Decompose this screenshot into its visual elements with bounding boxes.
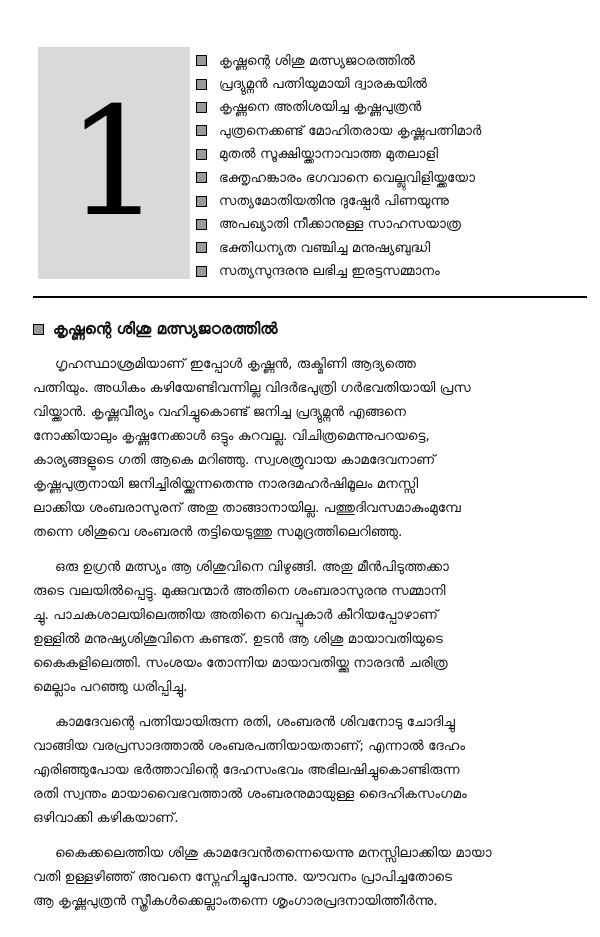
contents-item <box>196 49 586 72</box>
contents-item-label: അപഖ്യാതി നീക്കാനുള്ള സാഹസയാത്ര <box>219 216 461 233</box>
checkbox-square-icon <box>196 266 207 277</box>
paragraph-line: രതി സ്വന്തം മായാവൈഭവത്താൽ ശംബരനുമായുള്ള ദൈഹികസംഗമം <box>33 786 467 802</box>
contents-item-label: ഭക്തിധന്യത വഞ്ചിച്ച മനുഷ്യബുദ്ധി <box>219 239 431 256</box>
paragraph-line: പത്നിയും. അധികം കഴിയേണ്ടിവന്നില്ല വിദർഭപുത്രി ഗർഭവതിയായി പ്രസ <box>33 380 471 396</box>
checkbox-square-icon <box>196 242 207 253</box>
paragraph <box>33 841 587 913</box>
contents-item <box>196 96 586 119</box>
paragraph-line: ച്ചു. പാചകശാലയിലെത്തിയ അതിനെ വെപ്പുകാർ കീറിയപ്പോഴാണ് <box>33 607 439 623</box>
contents-item-label: കൃഷ്ണന്റെ ശിശു മത്സ്യജഠരത്തിൽ <box>219 52 416 69</box>
contents-item <box>196 143 586 166</box>
section-heading <box>33 320 278 339</box>
checkbox-square-icon <box>196 149 207 160</box>
checkbox-square-icon <box>196 219 207 230</box>
paragraph-line: കൃഷ്ണപുത്രനായി ജനിച്ചിരിയ്ക്കുന്നതെന്നു നാരദമഹർഷിമൂലം മനസ്സി <box>33 476 419 492</box>
contents-item <box>196 189 586 212</box>
contents-item-label: മുതൽ സൂക്ഷിയ്ക്കാനാവാത്ത മുതലാളി <box>219 146 439 163</box>
paragraph-line: എരിഞ്ഞുപോയ ഭർത്താവിന്റെ ദേഹസംഭവം അഭിലഷിച്ചുകൊണ്ടിരുന്ന <box>33 762 460 778</box>
section-divider <box>33 296 587 298</box>
section-body <box>33 352 587 924</box>
checkbox-square-icon <box>33 324 44 335</box>
contents-item-label: പ്രദ്യുമ്നൻ പത്നിയുമായി ദ്വാരകയിൽ <box>219 76 427 93</box>
paragraph-line: വിയ്ക്കാൻ. കൃഷ്ണവീര്യം വഹിച്ചുകൊണ്ട് ജനിച്ച പ്രദ്യുമ്നൻ എങ്ങനെ <box>33 404 406 420</box>
contents-item-label: സത്യമോതിയതിനു ദുഷ്പേർ പിണയുന്നു <box>219 193 450 210</box>
checkbox-square-icon <box>196 79 207 90</box>
paragraph-line: ലാക്കിയ ശംബരാസുരന് അതു താങ്ങാനായില്ല. പത്തുദിവസമാകുംമുമ്പേ <box>33 500 461 516</box>
contents-item <box>196 119 586 142</box>
paragraph-line: നോക്കിയാലും കൃഷ്ണനേക്കാൾ ഒട്ടും കുറവല്ല. വിചിത്രമെന്നുപറയട്ടെ, <box>33 428 430 444</box>
contents-item-label: സത്യസുന്ദരനു ലഭിച്ച ഇരട്ടസമ്മാനം <box>219 263 440 280</box>
chapter-contents-list <box>196 49 586 283</box>
paragraph-line: വതി ഉള്ളഴിഞ്ഞ് അവനെ സ്നേഹിച്ചുപോന്നു. യൗവനം പ്രാപിച്ചതോടെ <box>33 869 453 885</box>
paragraph-line: രുടെ വലയിൽപ്പെട്ടു. മുക്കുവന്മാർ അതിനെ ശംബരാസുരനു സമ്മാനി <box>33 583 446 599</box>
checkbox-square-icon <box>196 55 207 66</box>
paragraph <box>33 352 587 544</box>
paragraph-line: കാമദേവന്റെ പത്നിയായിരുന്ന രതി, ശംബരൻ ശിവനോടു ചോദിച്ചു <box>55 714 455 730</box>
paragraph-line: തന്നെ ശിശുവെ ശംബരൻ തട്ടിയെടുത്തു സമുദ്രത്തിലെറിഞ്ഞു. <box>33 524 403 540</box>
paragraph <box>33 710 587 830</box>
contents-item <box>196 166 586 189</box>
paragraph <box>33 555 587 699</box>
checkbox-square-icon <box>196 125 207 136</box>
paragraph-line: കൈക്കലെത്തിയ ശിശു കാമദേവൻതന്നെയെന്നു മനസ്സിലാക്കിയ മായാ <box>55 845 492 861</box>
checkbox-square-icon <box>196 172 207 183</box>
paragraph-line: മെല്ലാം പറഞ്ഞു ധരിപ്പിച്ചു. <box>33 679 188 695</box>
contents-item <box>196 72 586 95</box>
paragraph-line: വാങ്ങിയ വരപ്രസാദത്താൽ ശംബരപത്നിയായതാണ്; എന്നാൽ ദേഹം <box>33 738 466 754</box>
paragraph-line: കൈകളിലെത്തി. സംശയം തോന്നിയ മായാവതിയ്ക്കു നാരദൻ ചരിത്ര <box>33 655 448 671</box>
checkbox-square-icon <box>196 196 207 207</box>
paragraph-line: ഒഴിവാക്കി കഴികയാണ്. <box>33 810 179 826</box>
contents-item-label: പുത്രനെക്കണ്ട് മോഹിതരായ കൃഷ്ണപത്നിമാർ <box>219 122 482 139</box>
contents-item <box>196 213 586 236</box>
paragraph-line: ഗൃഹസ്ഥാശ്രമിയാണ് ഇപ്പോൾ കൃഷ്ണൻ, രുക്മിണി ആദ്യത്തെ <box>55 356 416 372</box>
contents-item <box>196 236 586 259</box>
contents-item <box>196 260 586 283</box>
contents-item-label: ഭക്തൃഹങ്കാരം ഭഗവാനെ വെല്ലുവിളിയ്ക്കയോ <box>219 169 476 186</box>
paragraph-line: ആ കൃഷ്ണപുത്രൻ സ്ത്രീകൾക്കെല്ലാംതന്നെ ശൃംഗാരപ്രദനായിത്തീർന്നു. <box>33 893 438 909</box>
chapter-number: 1 <box>66 76 162 250</box>
section-heading-text: കൃഷ്ണന്റെ ശിശു മത്സ്യജഠരത്തിൽ <box>53 320 278 338</box>
paragraph-line: ഉള്ളിൽ മനുഷ്യശിശുവിനെ കണ്ടത്. ഉടൻ ആ ശിശു മായാവതിയുടെ <box>33 631 443 647</box>
checkbox-square-icon <box>196 102 207 113</box>
paragraph-line: ഒരു ഉഗ്രൻ മത്സ്യം ആ ശിശുവിനെ വിഴുങ്ങി. അതു മീൻപിടുത്തക്കാ <box>55 559 449 575</box>
paragraph-line: കാര്യങ്ങളുടെ ഗതി ആകെ മറിഞ്ഞു. സ്വശത്രുവായ കാമദേവനാണ് <box>33 452 436 468</box>
contents-item-label: കൃഷ്ണനെ അതിശയിച്ച കൃഷ്ണപുത്രൻ <box>219 99 422 116</box>
